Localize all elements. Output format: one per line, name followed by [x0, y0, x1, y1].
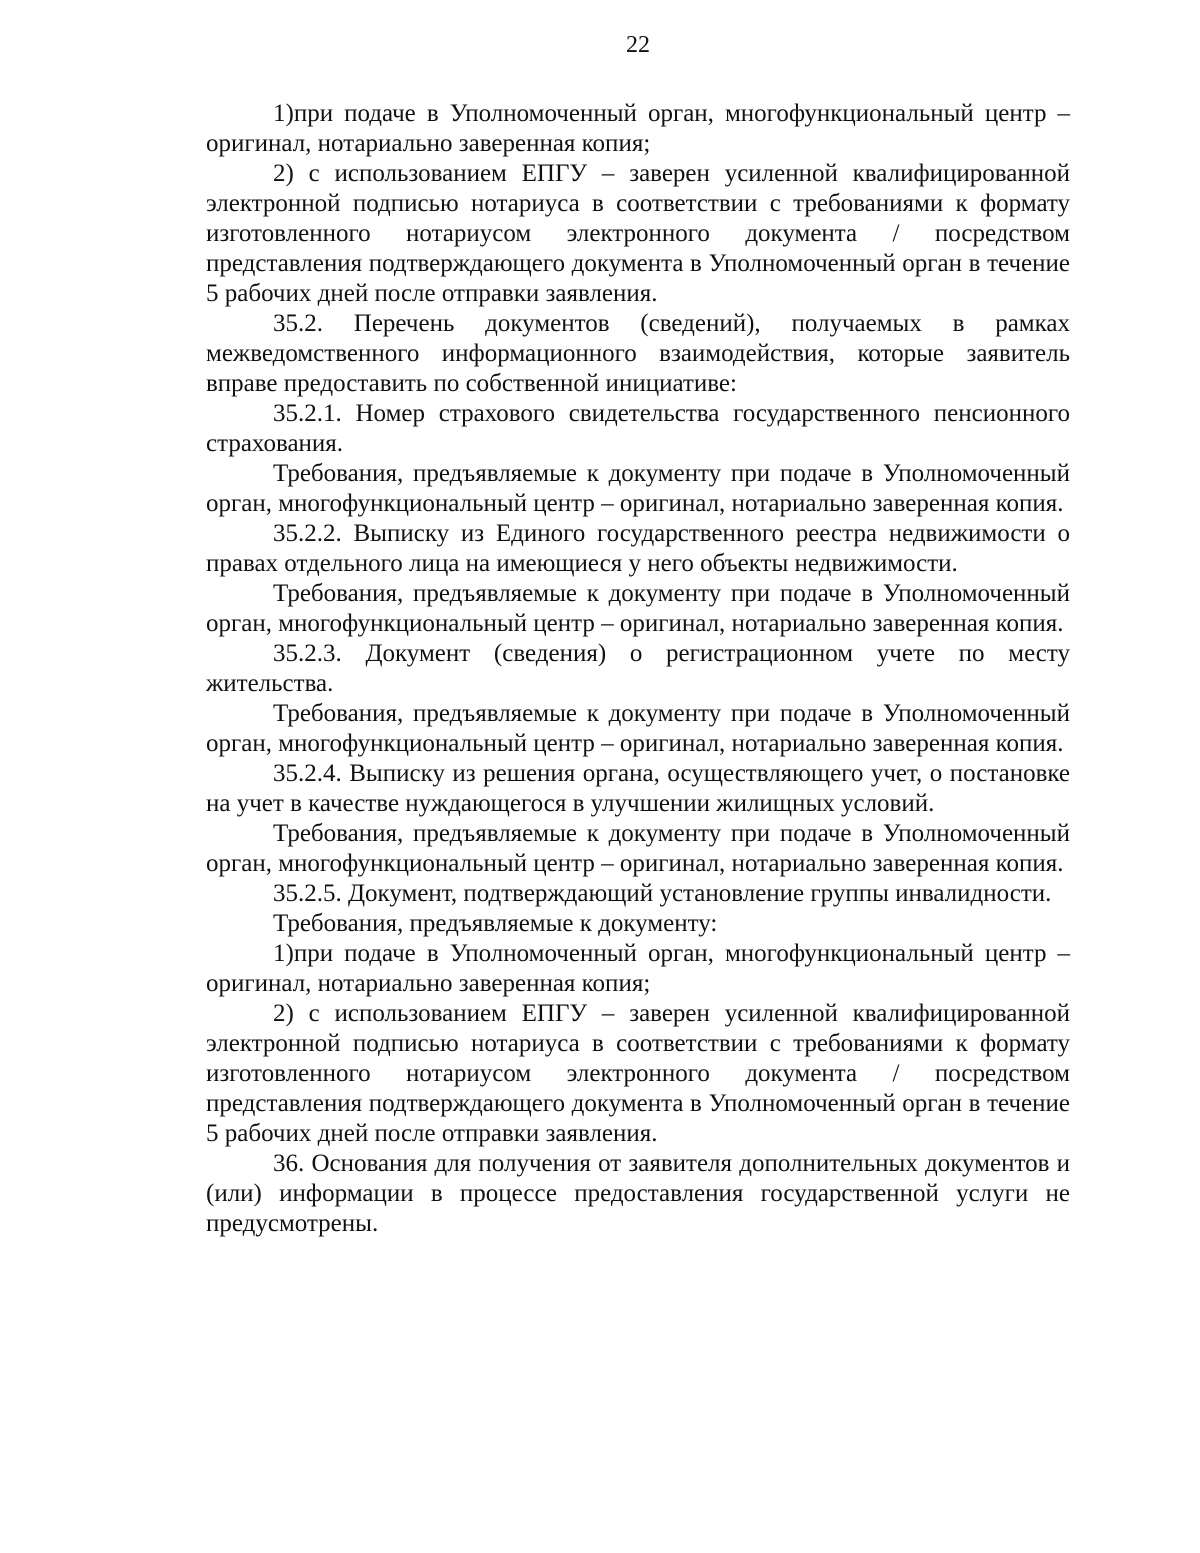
paragraph-submission-in-person: 1)при подаче в Уполномоченный орган, многофункциональный центр – оригинал, нотариально заверенная копия; — [206, 100, 1070, 157]
paragraph-35-2: 35.2. Перечень документов (сведений), получаемых в рамках межведомственного информационного взаимодействия, которые заявитель вправе предоставить по собственной инициативе: — [206, 310, 1070, 397]
paragraph-requirements-35-2-3: Требования, предъявляемые к документу при подаче в Уполномоченный орган, многофункциональный центр – оригинал, нотариально заверенная копия. — [206, 700, 1070, 757]
page-number: 22 — [626, 32, 650, 58]
document-body — [206, 99, 1070, 1239]
paragraph-35-2-4: 35.2.4. Выписку из решения органа, осуществляющего учет, о постановке на учет в качестве нуждающегося в улучшении жилищных условий. — [206, 760, 1070, 817]
paragraph-36: 36. Основания для получения от заявителя дополнительных документов и (или) информации в процессе предоставления государственной услуги не предусмотрены. — [206, 1150, 1070, 1237]
paragraph-35-2-1: 35.2.1. Номер страхового свидетельства государственного пенсионного страхования. — [206, 400, 1070, 457]
paragraph-requirements-35-2-2: Требования, предъявляемые к документу при подаче в Уполномоченный орган, многофункциональный центр – оригинал, нотариально заверенная копия. — [206, 580, 1070, 637]
paragraph-35-2-5: 35.2.5. Документ, подтверждающий установление группы инвалидности. — [273, 880, 1052, 907]
paragraph-submission-in-person-2: 1)при подаче в Уполномоченный орган, многофункциональный центр – оригинал, нотариально заверенная копия; — [206, 940, 1070, 997]
paragraph-submission-epgu: 2) с использованием ЕПГУ – заверен усиленной квалифицированной электронной подписью нотариуса в соответствии с требованиями к формату изготовленного нотариусом электронного документа / посредством представления подтверждающего документа в Уполномоченный орган в течение 5 рабочих дней после отправки заявления. — [206, 160, 1070, 307]
paragraph-requirements-35-2-5-intro: Требования, предъявляемые к документу: — [273, 910, 718, 937]
paragraph-requirements-35-2-4: Требования, предъявляемые к документу при подаче в Уполномоченный орган, многофункциональный центр – оригинал, нотариально заверенная копия. — [206, 820, 1070, 877]
paragraph-submission-epgu-2: 2) с использованием ЕПГУ – заверен усиленной квалифицированной электронной подписью нотариуса в соответствии с требованиями к формату изготовленного нотариусом электронного документа / посредством представления подтверждающего документа в Уполномоченный орган в течение 5 рабочих дней после отправки заявления. — [206, 1000, 1070, 1147]
paragraph-35-2-3: 35.2.3. Документ (сведения) о регистрационном учете по месту жительства. — [206, 640, 1070, 697]
paragraph-requirements-35-2-1: Требования, предъявляемые к документу при подаче в Уполномоченный орган, многофункциональный центр – оригинал, нотариально заверенная копия. — [206, 460, 1070, 517]
paragraph-35-2-2: 35.2.2. Выписку из Единого государственного реестра недвижимости о правах отдельного лица на имеющиеся у него объекты недвижимости. — [206, 520, 1070, 577]
